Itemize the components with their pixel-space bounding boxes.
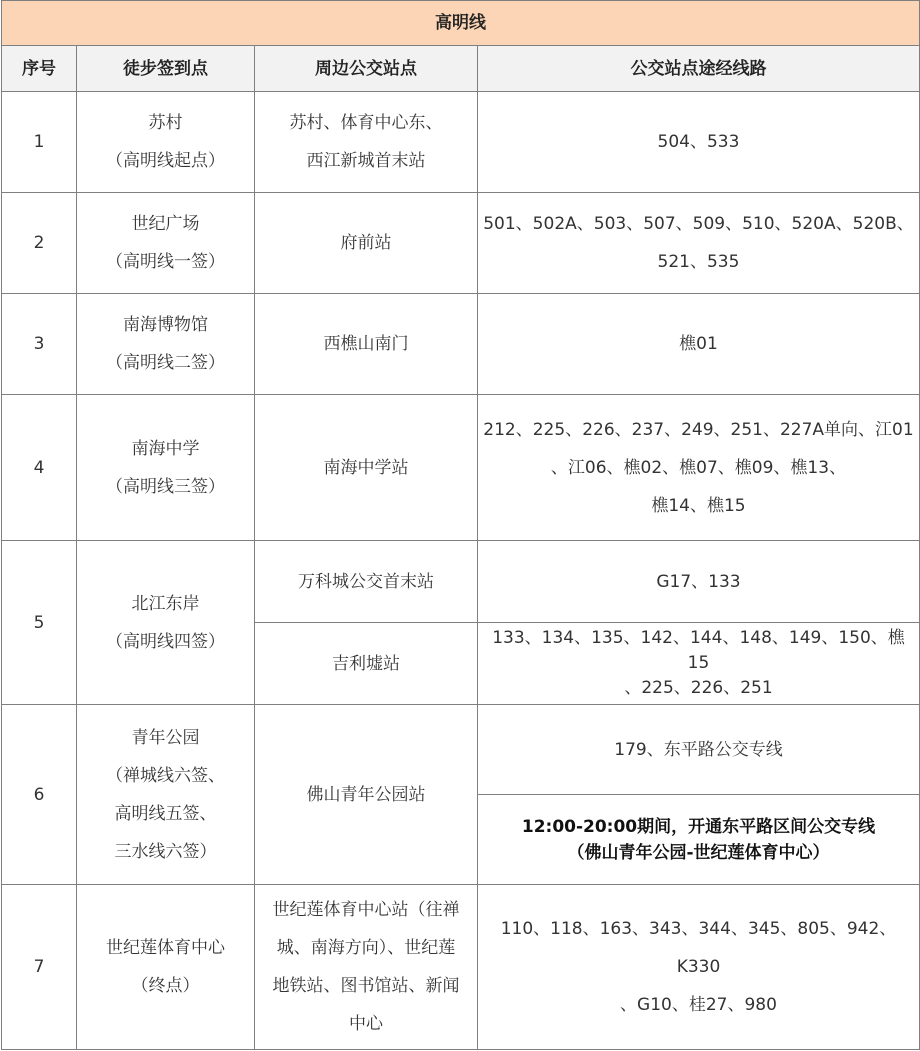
checkin-point: 南海中学 （高明线三签） [77,395,255,541]
bus-routes: 110、118、163、343、344、345、805、942、K330 、G10、桂27、980 [478,885,920,1050]
checkin-point: 苏村 （高明线起点） [77,92,255,193]
table-row [2,92,920,193]
row-no: 4 [2,395,77,541]
bus-station: 万科城公交首末站 [255,541,478,623]
bus-routes: 504、533 [478,92,920,193]
table-title: 高明线 [2,1,920,46]
table-row [2,541,920,623]
checkin-point: 世纪莲体育中心 （终点） [77,885,255,1050]
bus-station: 吉利墟站 [255,623,478,705]
bus-station: 府前站 [255,193,478,294]
row-no: 2 [2,193,77,294]
bus-routes: 212、225、226、237、249、251、227A单向、江01 、江06、樵02、樵07、樵09、樵13、 樵14、樵15 [478,395,920,541]
bus-station: 南海中学站 [255,395,478,541]
bus-routes: 179、东平路公交专线 [478,705,920,795]
table-row [2,395,920,541]
checkin-point: 南海博物馆 （高明线二签） [77,294,255,395]
bus-route-table [1,0,920,1050]
header-no: 序号 [2,46,77,92]
table-row [2,705,920,795]
bus-routes: 133、134、135、142、144、148、149、150、樵15 、225、226、251 [478,623,920,705]
table-row [2,193,920,294]
row-no: 3 [2,294,77,395]
row-no: 7 [2,885,77,1050]
checkin-point: 世纪广场 （高明线一签） [77,193,255,294]
header-bus-station: 周边公交站点 [255,46,478,92]
bus-routes: 501、502A、503、507、509、510、520A、520B、 521、535 [478,193,920,294]
bus-routes: 樵01 [478,294,920,395]
header-checkin-point: 徒步签到点 [77,46,255,92]
table-title-row [2,1,920,46]
row-no: 6 [2,705,77,885]
table-row [2,885,920,1050]
bus-routes: G17、133 [478,541,920,623]
checkin-point: 北江东岸 （高明线四签） [77,541,255,705]
bus-station: 佛山青年公园站 [255,705,478,885]
bus-routes-note: 12:00-20:00期间，开通东平路区间公交专线 （佛山青年公园-世纪莲体育中心） [478,795,920,885]
header-bus-routes: 公交站点途经线路 [478,46,920,92]
table-row [2,294,920,395]
row-no: 5 [2,541,77,705]
bus-station: 世纪莲体育中心站（往禅 城、南海方向）、世纪莲 地铁站、图书馆站、新闻 中心 [255,885,478,1050]
row-no: 1 [2,92,77,193]
table-header-row [2,46,920,92]
bus-station: 苏村、体育中心东、 西江新城首末站 [255,92,478,193]
checkin-point: 青年公园 （禅城线六签、 高明线五签、 三水线六签） [77,705,255,885]
bus-station: 西樵山南门 [255,294,478,395]
